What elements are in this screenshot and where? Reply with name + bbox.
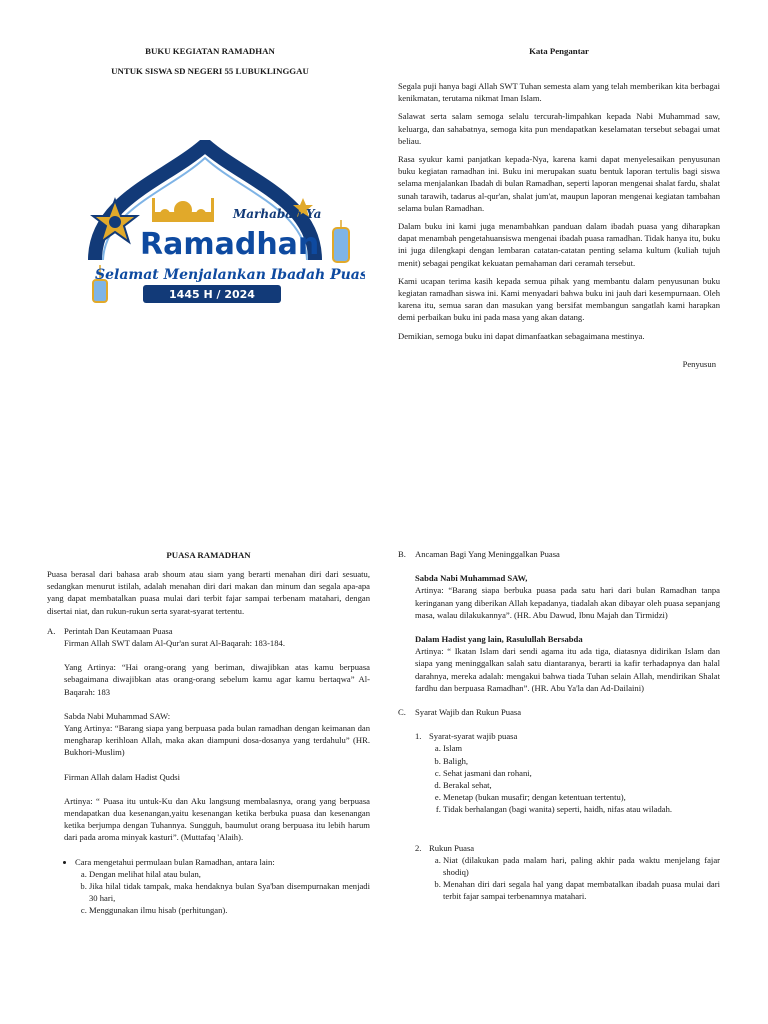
foreword-paragraph: Demikian, semoga buku ini dapat dimanfaatkan sebagaimana mestinya.	[398, 330, 645, 341]
logo-tagline: Selamat Menjalankan Ibadah Puasa	[95, 267, 365, 283]
cover-title-line1: BUKU KEGIATAN RAMADHAN	[145, 46, 275, 56]
logo-greeting: Marhaban Ya	[233, 207, 322, 221]
ramadhan-logo-graphic	[55, 140, 365, 320]
list-item: a. Niat (dilakukan pada malam hari, paling akhir pada waktu menjelang fajar shodiq)	[443, 854, 720, 878]
list-item: e. Menetap (bukan musafir; dengan ketentuan tertentu),	[443, 791, 720, 803]
rukun-puasa-title: Rukun Puasa	[429, 842, 475, 853]
section-c-title: Syarat Wajib dan Rukun Puasa	[415, 707, 522, 718]
hilal-bullet-title: Cara mengetahui permulaan bulan Ramadhan, antara lain:	[75, 856, 275, 867]
lantern-right-icon	[333, 220, 349, 262]
list-item: c. Sehat jasmani dan rohani,	[443, 767, 720, 779]
syarat-wajib-list	[415, 742, 720, 815]
list-item: d. Berakal sehat,	[443, 779, 720, 791]
ramadhan-logo	[55, 140, 365, 320]
hilal-bullet-list	[47, 856, 370, 917]
foreword-paragraph: Dalam buku ini kami juga menambahkan panduan dalam ibadah puasa yang diharapkan dapat menambah pengetahuansiswa mengenai ibadah puasa ramadhan. Tidak hanya itu, buku ini juga dilengkapi dengan lembaran catatan-catatan penting selama kultum (kuliah tujuh menit) sebagai pengikat kekuatan pemahaman dari ceramah tersebut.	[398, 221, 720, 268]
logo-year: 1445 H / 2024	[169, 288, 255, 301]
section-a-artinya-3: Artinya: “ Puasa itu untuk-Ku dan Aku langsung membalasnya, orang yang berpuasa mendapatkan dua kesenangan,yaitu kesenangan ketika berbuka puasa dan kesenangan ketika berjumpa dengan Tuhannya. Sungguh, baumulut orang berpuasa itu lebih harum dari pada aroma minyak kasturi”. (Muttafaq 'Alaih).	[64, 795, 370, 843]
foreword-signature: Penyusun	[682, 358, 716, 369]
list-item: c. Menggunakan ilmu hisab (perhitungan).	[89, 904, 370, 916]
list-item: f. Tidak berhalangan (bagi wanita) seperti, haidh, nifas atau wiladah.	[443, 803, 720, 815]
foreword-title: Kata Pengantar	[529, 46, 589, 56]
list-item: b. Jika hilal tidak tampak, maka hendaknya bulan Sya'ban disempurnakan menjadi 30 hari,	[89, 880, 370, 904]
list-item	[75, 856, 370, 917]
syarat-wajib-label: 1.	[415, 731, 422, 742]
foreword-paragraph: Segala puji hanya bagi Allah SWT Tuhan semesta alam yang telah memberikan kita berbagai kenikmatan, terutama nikmat Iman Islam.	[398, 81, 720, 104]
mosque-icon	[152, 198, 214, 222]
puasa-section	[47, 548, 370, 917]
puasa-title: PUASA RAMADHAN	[166, 550, 251, 560]
section-b-heading	[398, 548, 720, 560]
foreword-paragraph: Kami ucapan terima kasih kepada semua pihak yang membantu dalam penyusunan buku kegiatan ramadhan siswa ini. Kami menyadari bahwa buku ini jauh dari kesempurnaan. Oleh karena itu, semua saran dan masukan yang bersifat membangun sangatlah kami harapkan demi perbaikan buku ini pada masa yang akan datang.	[398, 275, 720, 323]
section-b-hadist-heading: Dalam Hadist yang lain, Rasulullah Bersabda	[415, 634, 583, 645]
foreword-paragraph: Rasa syukur kami panjatkan kepada-Nya, karena kami dapat menyelesaikan penyusunan buku kegiatan ramadhan ini. Buku ini merupakan suatu bentuk laporan tertulis bagi siswa selama menjalankan Ibadah di bulan Ramadhan, seperti laporan mengenai shalat fardu, shalat sunah tarawih, tadarus al-qur'an, shalat jum'at, maupun laporan mengenai kegiatan tambahan selama bulan Ramadhan.	[398, 154, 720, 213]
cover-title-block	[60, 44, 360, 78]
ancaman-syarat-section	[398, 548, 720, 903]
logo-word: Ramadhan	[140, 227, 320, 262]
section-a-sabda-label: Sabda Nabi Muhammad SAW:	[64, 710, 171, 721]
section-a-qudsi-label: Firman Allah dalam Hadist Qudsi	[64, 771, 181, 782]
syarat-wajib-heading	[415, 730, 720, 742]
section-b-artinya-2: Artinya: “ Ikatan Islam dari sendi agama itu ada tiga, diatasnya didirikan Islam dan siapa yang meninggalkan salah satu diantaranya, berarti ia kafir terhadapnya dan halal darahnya, mereka adalah: mengakui bahwa tiada Tuhan selain Allah, mendirikan Shalat fardhu dan berpuasa Ramadhan”. (HR. Abu Ya'la dan Ad-Dailaini)	[415, 646, 720, 693]
section-b-title: Ancaman Bagi Yang Meninggalkan Puasa	[415, 549, 560, 559]
section-c-label: C.	[398, 707, 406, 718]
puasa-intro: Puasa berasal dari bahasa arab shoum atau siam yang berarti menahan diri dari sesuatu, sedangkan menurut istilah, adalah menahan diri dari makan dan minum dan segala apa-apa yang dapat membatalkan puasa mulai dari terbit fajar sampai terbenam matahari, dengan disertai niat, dan rukun-rukun serta syarat-syarat tertentu.	[47, 569, 370, 616]
section-b-label: B.	[398, 549, 406, 559]
rukun-puasa-list	[415, 854, 720, 903]
section-a-title: Perintah Dan Keutamaan Puasa	[64, 625, 173, 636]
cover-title-line2: UNTUK SISWA SD NEGERI 55 LUBUKLINGGAU	[111, 66, 309, 76]
section-a-firman: Firman Allah SWT dalam Al-Qur'an surat Al-Baqarah: 183-184.	[64, 638, 285, 649]
section-a-label: A.	[47, 625, 56, 636]
list-item: b. Baligh,	[443, 755, 720, 767]
rukun-puasa-label: 2.	[415, 842, 422, 853]
foreword-paragraph: Salawat serta salam semoga selalu tercurah-limpahkan kepada Nabi Muhammad saw, keluarga, dan sahabatnya, semoga kita pun mendapatkan keselamatan tersebut sebagai umat beliau.	[398, 111, 720, 146]
syarat-wajib-title: Syarat-syarat wajib puasa	[429, 731, 518, 742]
rukun-puasa-heading	[415, 842, 720, 854]
hilal-method-list	[75, 868, 370, 917]
section-b-sabda-heading: Sabda Nabi Muhammad SAW,	[415, 573, 528, 584]
section-c-heading	[398, 706, 720, 718]
list-item: b. Menahan diri dari segala hal yang dapat membatalkan ibadah puasa mulai dari terbit fajar sampai terbenamnya matahari.	[443, 878, 720, 902]
list-item: a. Dengan melihat hilal atau bulan,	[89, 868, 370, 880]
section-a-artinya-2: Yang Artinya: “Barang siapa yang berpuasa pada bulan ramadhan dengan keimanan dan mengharap kerihloan Allah, maka akan diampuni dosa-dosanya yang terdahulu” (HR. Bukhori-Muslim)	[64, 723, 370, 758]
foreword-section	[398, 44, 720, 376]
section-b-artinya-1: Artinya: “Barang siapa berbuka puasa pada satu hari dari bulan Ramadhan tanpa keringanan yang diberikan Allah kepadanya, tiadalah akan dibayar oleh puasa sepanjang masa, walau dilakukannya”. (HR. Abu Dawud, Ibnu Majah dan Tirmidzi)	[415, 585, 720, 620]
section-a-artinya-1: Yang Artinya: “Hai orang-orang yang beriman, diwajibkan atas kamu berpuasa sebagaimana diwajibkan atas orang-orang sebelum kamu agar kamu bertaqwa” Al-Baqarah: 183	[64, 662, 370, 697]
list-item: a. Islam	[443, 742, 720, 754]
section-a-heading	[47, 625, 370, 637]
